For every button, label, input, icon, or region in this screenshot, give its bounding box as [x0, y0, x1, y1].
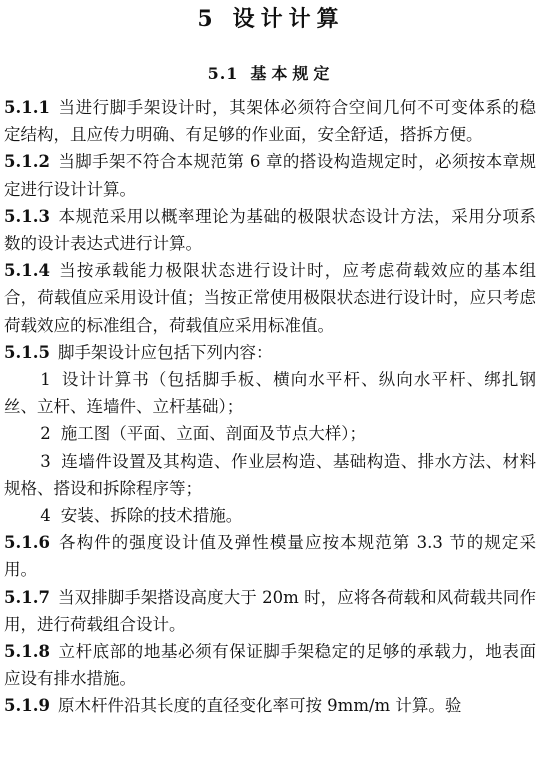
clause-5-1-6 [4, 529, 536, 583]
clause-text: 当脚手架不符合本规范第 6 章的搭设构造规定时，必须按本章规定进行设计计算。 [4, 152, 536, 199]
document-body [4, 94, 536, 720]
list-item-number: 4 [40, 506, 51, 526]
clause-text: 当进行脚手架设计时，其架体必须符合空间几何不可变体系的稳定结构，且应传力明确、有足够的作业面，安全舒适，搭拆方便。 [4, 98, 536, 145]
clause-5-1-1 [4, 94, 536, 148]
chapter-number: 5 [197, 6, 219, 32]
clause-number: 5.1.7 [4, 587, 50, 607]
clause-5-1-8 [4, 638, 536, 692]
chapter-title [0, 6, 542, 32]
clause-5-1-3 [4, 203, 536, 257]
list-item-4 [4, 502, 536, 529]
clause-number: 5.1.8 [4, 642, 50, 662]
clause-text: 当双排脚手架搭设高度大于 20m 时，应将各荷载和风荷载共同作用，进行荷载组合设计。 [4, 587, 536, 634]
section-number: 5.1 [207, 64, 239, 83]
clause-5-1-7 [4, 584, 536, 638]
clause-number: 5.1.6 [4, 533, 50, 553]
list-item-number: 1 [40, 370, 51, 390]
clause-number: 5.1.4 [4, 261, 50, 281]
list-item-1 [4, 366, 536, 420]
clause-text: 脚手架设计应包括下列内容： [57, 342, 273, 362]
clause-text: 各构件的强度设计值及弹性模量应按本规范第 3.3 节的规定采用。 [4, 533, 536, 580]
list-item-text: 连墙件设置及其构造、作业层构造、基础构造、排水方法、材料规格、搭设和拆除程序等； [4, 451, 536, 498]
clause-text: 本规范采用以概率理论为基础的极限状态设计方法，采用分项系数的设计表达式进行计算。 [4, 206, 536, 254]
clause-text: 立杆底部的地基必须有保证脚手架稳定的足够的承载力，地表面应设有排水措施。 [4, 642, 536, 689]
clause-5-1-9 [4, 692, 536, 719]
section-title [0, 64, 542, 84]
clause-number: 5.1.3 [4, 206, 50, 226]
list-item-number: 3 [40, 451, 51, 471]
clause-5-1-4 [4, 257, 536, 339]
list-item-text: 安装、拆除的技术措施。 [60, 506, 243, 526]
clause-5-1-2 [4, 148, 536, 202]
clause-5-1-5 [4, 339, 536, 366]
list-item-3 [4, 448, 536, 502]
clause-text: 当按承载能力极限状态进行设计时，应考虑荷载效应的基本组合，荷载值应采用设计值；当按正常使用极限状态进行设计时，应只考虑荷载效应的标准组合，荷载值应采用标准值。 [4, 261, 536, 335]
section-title-text: 基本规定 [250, 64, 335, 83]
clause-number: 5.1.1 [4, 98, 50, 117]
clause-number: 5.1.2 [4, 152, 50, 172]
list-item-number: 2 [40, 424, 51, 444]
clause-number: 5.1.5 [4, 342, 50, 362]
list-item-2 [4, 420, 536, 447]
list-item-text: 设计计算书（包括脚手板、横向水平杆、纵向水平杆、绑扎钢丝、立杆、连墙件、立杆基础）； [4, 370, 536, 417]
clause-number: 5.1.9 [4, 696, 50, 716]
clause-text: 原木杆件沿其长度的直径变化率可按 9mm/m 计算。验 [57, 696, 462, 716]
chapter-title-text: 设计计算 [232, 6, 345, 32]
list-item-text: 施工图（平面、立面、剖面及节点大样）； [60, 424, 367, 444]
